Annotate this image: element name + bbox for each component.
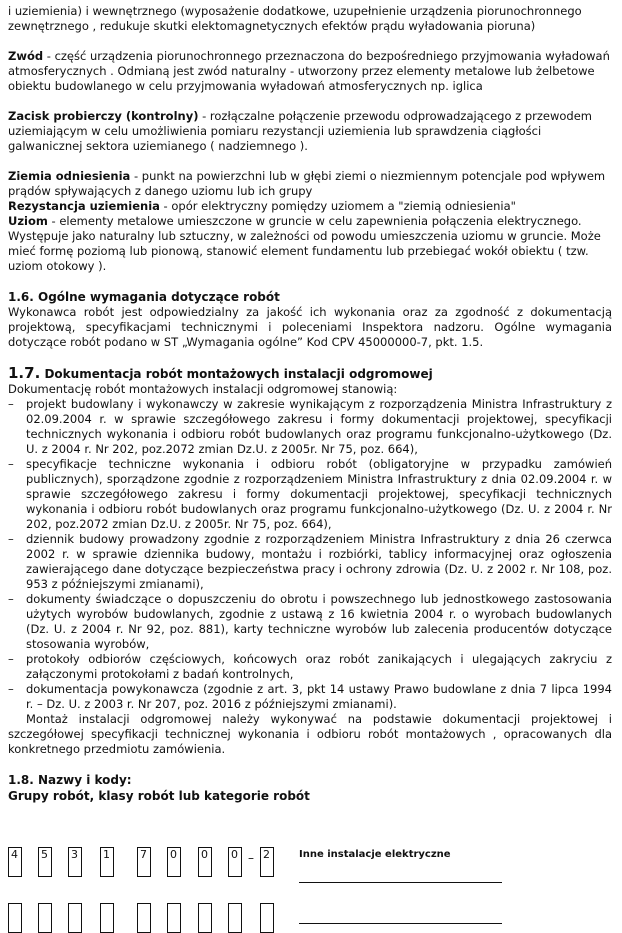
code-digit-box: 0 (167, 847, 181, 877)
code-digit-box (137, 903, 151, 933)
code-digit-box (228, 903, 242, 933)
list-item (8, 457, 612, 532)
definition-uziom (8, 214, 612, 274)
code-digit-box (198, 903, 212, 933)
code-digit-box (167, 903, 181, 933)
list-item-text: protokoły odbiorów częściowych, końcowych oraz robót zanikających i ulegających zakryciu z załączonymi protokołami z badań kontrolnych, (26, 652, 612, 681)
cpv-code-grid (8, 847, 612, 933)
definition-text: - część urządzenia piorunochronnego przeznaczona do bezpośredniego przyjmowania wyładowań atmosferycznych . Odmianą jest zwód naturalny - utworzony przez elementy metalowe lub żelbetowe obiektu budowlanego w celu przyjmowania wyładowań atmosferycznych np. iglica (8, 49, 610, 93)
definition-text: - elementy metalowe umieszczone w gruncie w celu zapewnienia połączenia elektrycznego. Występuje jako naturalny lub sztuczny, w zależności od powodu umieszczenia uziomu w gruncie. Może mieć formę poziomą lub pionową, stanowić element fundamentu lub przebiegać wokół obiektu ( tzw. uziom otokowy ). (8, 214, 601, 273)
section-number: 1.7. (8, 364, 41, 382)
documentation-list (8, 397, 612, 712)
list-marker: – (8, 652, 14, 666)
code-digit-box: 0 (228, 847, 242, 877)
code-digit-box: 7 (137, 847, 151, 877)
definition-text: - punkt na powierzchni lub w głębi ziemi o niezmiennym potencjale pod wpływem prądów spływających z danego uziomu lub ich grupy (8, 169, 606, 198)
list-item-text: dziennik budowy prowadzony zgodnie z rozporządzeniem Ministra Infrastruktury z dnia 26 czerwca 2002 r. w sprawie dziennika budowy, montażu i rozbiórki, tablicy informacyjnej oraz ogłoszenia zawierającego dane dotyczące bezpieczeństwa pracy i ochrony zdrowia (Dz. U. z 2002 r. Nr 108, poz. 953 z późniejszymi zmianami), (26, 532, 612, 591)
code-digit-box: 4 (8, 847, 22, 877)
list-item-text: dokumentacja powykonawcza (zgodnie z art. 3, pkt 14 ustawy Prawo budowlane z dnia 7 lipca 1994 r. – Dz. U. z 2003 r. Nr 207, poz. 2016 z późniejszymi zmianami). (26, 682, 612, 711)
code-digit-box (100, 903, 114, 933)
section-1-6-heading: 1.6. Ogólne wymagania dotyczące robót (8, 290, 280, 304)
list-item-text: specyfikacje techniczne wykonania i odbioru robót (obligatoryjne w przypadku zamówień publicznych), sporządzone zgodnie z rozporządzeniem Ministra Infrastruktury z dnia 02.09.2004 r. w sprawie szczegółowego zakresu i formy dokumentacji projektowej, specyfikacji technicznych wykonania i odbioru robót budowlanych oraz programu funkcjonalno-użytkowego (Dz. U. z 2004 r. Nr 202, poz.2072 zmian Dz.U. z 2005r. Nr 75, poz. 664), (26, 457, 612, 531)
list-marker: – (8, 397, 14, 411)
definition-term: Zacisk probierczy (kontrolny) (8, 109, 199, 123)
list-item (8, 592, 612, 652)
definition-text: - rozłączalne połączenie przewodu odprowadzającego z przewodem uziemiającym w celu umożliwienia pomiaru rezystancji uziemienia lub sprawdzenia ciągłości galwanicznej sektora uziemianego ( nadziemnego ). (8, 109, 592, 153)
definition-zwod (8, 49, 612, 94)
code-digit-box: 1 (100, 847, 114, 877)
code-digit-box (260, 903, 274, 933)
code-separator: – (248, 851, 254, 865)
definition-term: Ziemia odniesienia (8, 169, 131, 183)
document-page (8, 4, 612, 804)
section-1-6-text: Wykonawca robót jest odpowiedzialny za jakość ich wykonania oraz za zgodność z dokumentacją projektową, specyfikacjami technicznymi i poleceniami Inspektora nadzoru. Ogólne wymagania dotyczące robót podano w ST „Wymagania ogólne” Kod CPV 45000000-7, pkt. 1.5. (8, 305, 612, 349)
code-digit-box: 3 (68, 847, 82, 877)
list-item (8, 652, 612, 682)
code-digit-box: 2 (260, 847, 274, 877)
definition-term: Zwód (8, 49, 44, 63)
section-1-7-intro: Dokumentację robót montażowych instalacji odgromowej stanowią: (8, 382, 398, 396)
list-item-text: projekt budowlany i wykonawczy w zakresie wynikającym z rozporządzenia Ministra Infrastruktury z 02.09.2004 r. w sprawie szczegółowego zakresu i formy dokumentacji projektowej, specyfikacji technicznych wykonania i odbioru robót budowlanych oraz programu funkcjonalno-użytkowego (Dz. U. z 2004 r. Nr 202, poz.2072 zmian Dz.U. z 2005r. Nr 75, poz. 664), (26, 397, 612, 456)
list-item (8, 532, 612, 592)
list-marker: – (8, 457, 14, 471)
code-digit-box: 5 (38, 847, 52, 877)
code-digit-box: 0 (198, 847, 212, 877)
code-digit-box (8, 903, 22, 933)
list-item (8, 397, 612, 457)
section-1-8-heading: 1.8. Nazwy i kody: (8, 773, 132, 787)
code-underline (299, 882, 502, 883)
section-1-8-subheading: Grupy robót, klasy robót lub kategorie robót (8, 789, 310, 803)
code-digit-box (68, 903, 82, 933)
definition-term: Rezystancja uziemienia (8, 199, 160, 213)
section-1-7-closing: Montaż instalacji odgromowej należy wykonywać na podstawie dokumentacji projektowej i szczegółowej specyfikacji technicznej wykonania i odbioru robót montażowych , opracowanych dla konkretnego przedmiotu zamówienia. (8, 712, 612, 756)
definition-text: - opór elektryczny pomiędzy uziomem a "ziemią odniesienia" (159, 199, 516, 213)
list-item (8, 682, 612, 712)
code-underline (299, 923, 502, 924)
section-1-7-heading (8, 365, 612, 382)
definition-ziemia (8, 169, 612, 199)
code-description: Inne instalacje elektryczne (299, 849, 451, 860)
intro-paragraph: i uziemienia) i wewnętrznego (wyposażenie dodatkowe, uzupełnienie urządzenia piorunochronnego zewnętrznego , redukuje skutki elektomagnetycznych efektów prądu wyładowania pioruna) (8, 4, 582, 33)
list-item-text: dokumenty świadczące o dopuszczeniu do obrotu i powszechnego lub jednostkowego zastosowania użytych wyrobów budowlanych, zgodnie z ustawą z 16 kwietnia 2004 r. o wyrobach budowlanych (Dz. U. z 2004 r. Nr 92, poz. 881), karty techniczne wyrobów lub zalecenia producentów dotyczące stosowania wyrobów, (26, 592, 612, 651)
list-marker: – (8, 532, 14, 546)
definition-term: Uziom (8, 214, 48, 228)
list-marker: – (8, 682, 14, 696)
definition-zacisk (8, 109, 612, 154)
list-marker: – (8, 592, 14, 606)
definition-rezystancja (8, 199, 612, 214)
code-digit-box (38, 903, 52, 933)
section-title: Dokumentacja robót montażowych instalacji odgromowej (40, 367, 433, 381)
